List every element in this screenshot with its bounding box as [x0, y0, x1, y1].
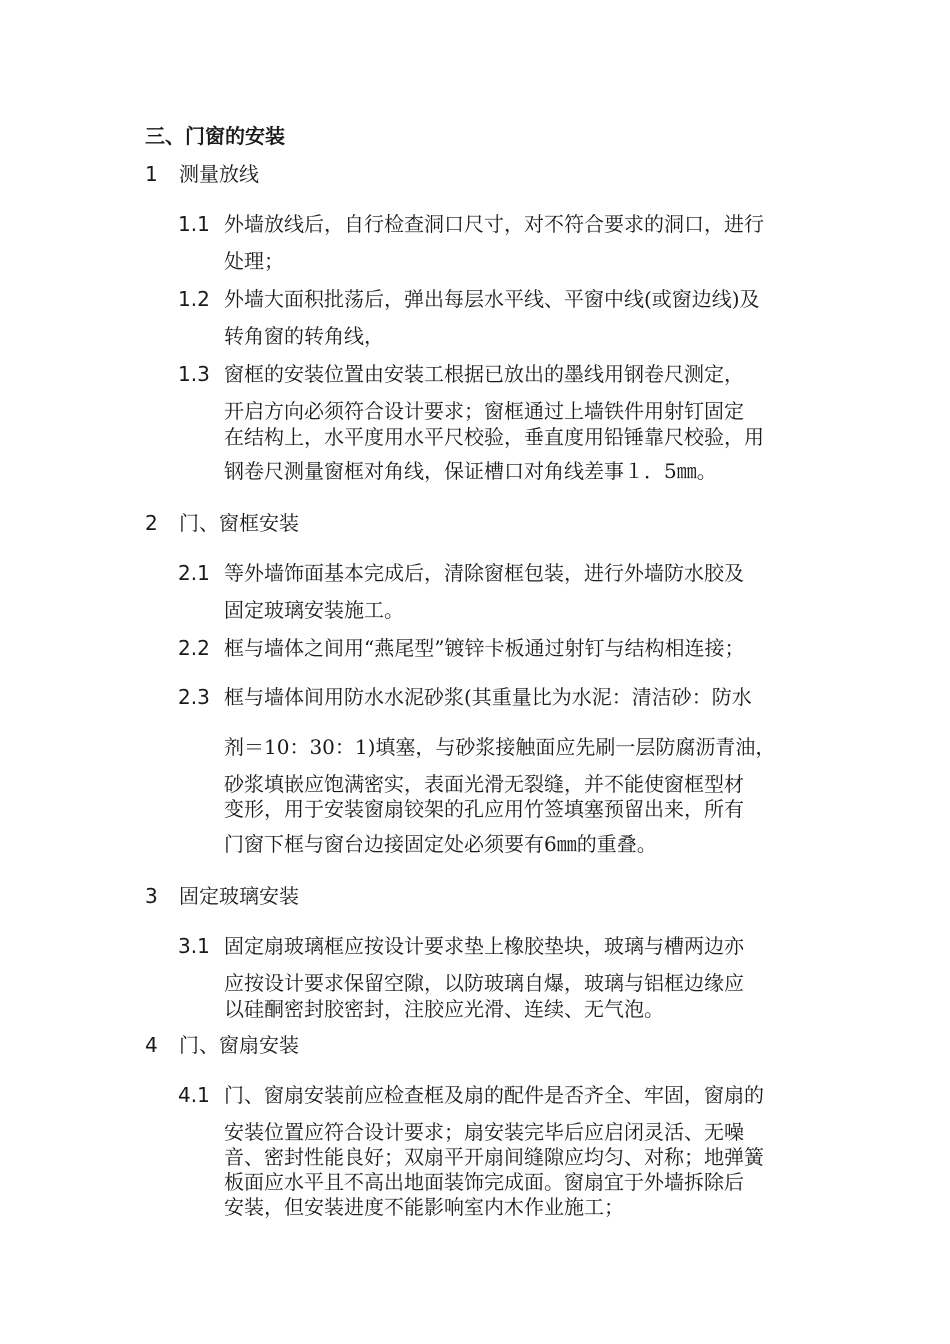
clause-line: 固定玻璃安装施工。: [224, 598, 404, 622]
page-heading: 三、门窗的安装: [145, 124, 285, 148]
clause-line: 处理；: [224, 249, 284, 273]
clause-line: 安装，但安装进度不能影响室内木作业施工；: [224, 1195, 624, 1219]
section-title: 测量放线: [179, 162, 259, 186]
section-title: 门、窗扇安装: [179, 1033, 299, 1057]
clause-number: 2.3: [178, 685, 210, 709]
clause-line: 板面应水平且不高出地面装饰完成面。窗扇宜于外墙拆除后: [224, 1170, 744, 1194]
clause-number: 1.1: [178, 212, 210, 236]
clause-line: 外墙放线后，自行检查洞口尺寸，对不符合要求的洞口，进行: [224, 212, 764, 236]
clause-line: 变形，用于安装窗扇铰架的孔应用竹签填塞预留出来，所有: [224, 797, 744, 821]
clause-line: 安装位置应符合设计要求；扇安装完毕后应启闭灵活、无噪: [224, 1120, 744, 1144]
clause-number: 3.1: [178, 934, 210, 958]
clause-line: 转角窗的转角线，: [224, 324, 384, 348]
clause-line: 钢卷尺测量窗框对角线，保证槽口对角线差事１．5㎜。: [224, 459, 717, 483]
section-number: 4: [145, 1033, 158, 1057]
clause-number: 1.3: [178, 362, 210, 386]
clause-line: 在结构上，水平度用水平尺校验，垂直度用铅锤靠尺校验，用: [224, 425, 764, 449]
clause-number: 1.2: [178, 287, 210, 311]
clause-number: 4.1: [178, 1083, 210, 1107]
clause-line: 音、密封性能良好；双扇平开扇间缝隙应均匀、对称；地弹簧: [224, 1145, 764, 1169]
clause-line: 等外墙饰面基本完成后，清除窗框包装，进行外墙防水胶及: [224, 561, 744, 585]
section-4-heading: [145, 1031, 299, 1059]
section-3-heading: [145, 882, 299, 910]
clause-line: 剂＝10：30：1)填塞，与砂浆接触面应先刷一层防腐沥青油，: [224, 735, 776, 759]
clause-line: 以硅酮密封胶密封，注胶应光滑、连续、无气泡。: [224, 997, 664, 1021]
clause-line: 固定扇玻璃框应按设计要求垫上橡胶垫块，玻璃与槽两边亦: [224, 934, 744, 958]
clause-number: 2.2: [178, 636, 210, 660]
section-1-heading: [145, 160, 259, 188]
clause-number: 2.1: [178, 561, 210, 585]
section-number: 2: [145, 511, 158, 535]
clause-line: 开启方向必须符合设计要求；窗框通过上墙铁件用射钉固定: [224, 399, 744, 423]
clause-line: 应按设计要求保留空隙，以防玻璃自爆，玻璃与铝框边缘应: [224, 971, 744, 995]
section-number: 3: [145, 884, 158, 908]
clause-line: 外墙大面积批荡后，弹出每层水平线、平窗中线(或窗边线)及: [224, 287, 760, 311]
clause-line: 门窗下框与窗台边接固定处必须要有6㎜的重叠。: [224, 832, 657, 856]
section-title: 门、窗框安装: [179, 511, 299, 535]
section-2-heading: [145, 509, 299, 537]
clause-line: 框与墙体之间用“燕尾型”镀锌卡板通过射钉与结构相连接；: [224, 636, 745, 660]
clause-line: 窗框的安装位置由安装工根据已放出的墨线用钢卷尺测定，: [224, 362, 744, 386]
clause-line: 门、窗扇安装前应检查框及扇的配件是否齐全、牢固，窗扇的: [224, 1083, 764, 1107]
clause-line: 砂浆填嵌应饱满密实，表面光滑无裂缝，并不能使窗框型材: [224, 772, 744, 796]
clause-line: 框与墙体间用防水水泥砂浆(其重量比为水泥：清洁砂：防水: [224, 685, 752, 709]
section-number: 1: [145, 162, 158, 186]
section-title: 固定玻璃安装: [179, 884, 299, 908]
